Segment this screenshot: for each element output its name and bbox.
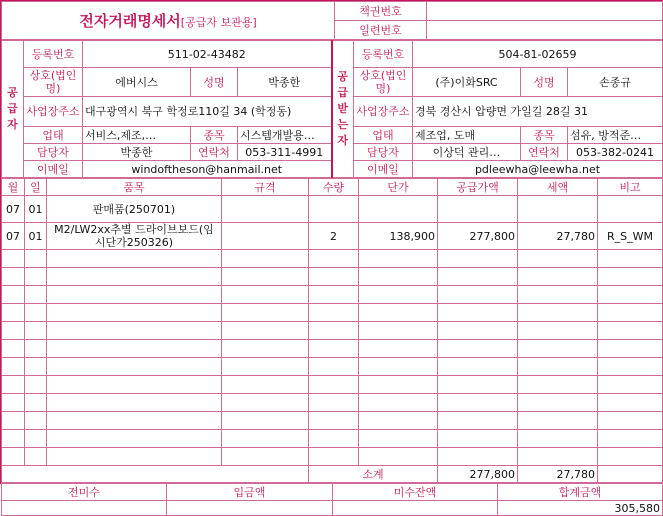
table-cell xyxy=(438,250,518,268)
receiver-biz-type-label: 업태 xyxy=(354,127,413,144)
table-cell xyxy=(598,430,663,448)
receiver-address-label: 사업장주소 xyxy=(354,97,413,127)
table-cell xyxy=(309,304,359,322)
table-cell xyxy=(518,304,598,322)
receiver-name-label: 성명 xyxy=(521,68,568,97)
items-header-cell: 세액 xyxy=(518,179,598,196)
table-cell xyxy=(359,448,438,466)
unpaid-label: 미수잔액 xyxy=(333,484,498,501)
table-cell xyxy=(2,304,25,322)
table-cell xyxy=(25,250,47,268)
table-cell xyxy=(25,430,47,448)
supplier-phone-label: 연락처 xyxy=(191,144,238,161)
table-cell xyxy=(2,250,25,268)
total-value: 305,580 xyxy=(498,501,663,516)
table-cell xyxy=(518,322,598,340)
items-header-cell: 비고 xyxy=(598,179,663,196)
table-cell xyxy=(222,412,309,430)
subtotal-note xyxy=(598,466,663,483)
table-cell xyxy=(518,340,598,358)
book-no-label: 책권번호 xyxy=(335,2,427,21)
prev-balance-label: 전미수 xyxy=(2,484,167,501)
table-cell xyxy=(598,250,663,268)
table-cell xyxy=(47,412,222,430)
supplier-address-label: 사업장주소 xyxy=(24,97,83,127)
table-cell xyxy=(359,412,438,430)
receiver-biz-item: 섬유, 방적준… xyxy=(568,127,663,144)
table-cell xyxy=(25,322,47,340)
table-cell: 07 xyxy=(2,196,25,223)
table-cell xyxy=(598,340,663,358)
table-cell xyxy=(359,376,438,394)
supplier-company-label: 상호(법인명) xyxy=(24,68,83,97)
receiver-company-label: 상호(법인명) xyxy=(354,68,413,97)
table-cell xyxy=(222,268,309,286)
subtotal-tax: 27,780 xyxy=(518,466,598,483)
table-cell xyxy=(25,358,47,376)
empty-row xyxy=(2,448,663,466)
subtotal-label: 소계 xyxy=(309,466,438,483)
table-cell: 판매품(250701) xyxy=(47,196,222,223)
table-cell xyxy=(47,394,222,412)
items-header-row xyxy=(2,179,663,196)
prev-balance-value xyxy=(2,501,167,516)
supplier-name-label: 성명 xyxy=(191,68,238,97)
table-cell xyxy=(47,358,222,376)
table-cell xyxy=(222,286,309,304)
receiver-manager-label: 담당자 xyxy=(354,144,413,161)
supplier-manager: 박종한 xyxy=(83,144,191,161)
subtotal-spacer xyxy=(2,466,309,483)
items-header-cell: 품목 xyxy=(47,179,222,196)
table-cell xyxy=(438,304,518,322)
items-header-cell: 규격 xyxy=(222,179,309,196)
title-subtitle: [공급자 보관용] xyxy=(180,16,257,29)
receiver-address: 경북 경산시 압량면 가일길 28길 31 xyxy=(413,97,663,127)
total-label: 합계금액 xyxy=(498,484,663,501)
table-row xyxy=(2,223,663,250)
table-cell xyxy=(598,376,663,394)
table-cell xyxy=(222,196,309,223)
supplier-company: 에버시스 xyxy=(83,68,191,97)
supplier-manager-label: 담당자 xyxy=(24,144,83,161)
supplier-address: 대구광역시 북구 학정로110길 34 (학정동) xyxy=(83,97,332,127)
document-title xyxy=(2,2,335,40)
table-cell xyxy=(598,394,663,412)
supplier-reg-no-label: 등록번호 xyxy=(24,41,83,68)
table-cell xyxy=(359,286,438,304)
receiver-biz-item-label: 종목 xyxy=(521,127,568,144)
table-cell xyxy=(222,340,309,358)
table-cell xyxy=(598,358,663,376)
table-cell xyxy=(309,394,359,412)
table-cell xyxy=(2,286,25,304)
table-cell xyxy=(25,448,47,466)
table-cell xyxy=(518,286,598,304)
table-cell xyxy=(25,394,47,412)
empty-row xyxy=(2,376,663,394)
table-cell xyxy=(518,448,598,466)
table-cell xyxy=(438,430,518,448)
subtotal-supply: 277,800 xyxy=(438,466,518,483)
table-cell xyxy=(438,196,518,223)
table-cell xyxy=(47,376,222,394)
items-body xyxy=(2,196,663,466)
table-cell xyxy=(438,358,518,376)
table-cell: M2/LW2xx추별 드라이브보드(임시단가250326) xyxy=(47,223,222,250)
table-cell xyxy=(222,430,309,448)
table-cell xyxy=(359,304,438,322)
empty-row xyxy=(2,322,663,340)
serial-no-label: 일련번호 xyxy=(335,21,427,40)
receiver-side-label: 공급받는자 xyxy=(332,41,354,178)
table-cell xyxy=(359,250,438,268)
table-cell xyxy=(25,340,47,358)
table-cell xyxy=(309,250,359,268)
table-cell xyxy=(518,250,598,268)
empty-row xyxy=(2,358,663,376)
unpaid-value xyxy=(333,501,498,516)
table-cell xyxy=(25,304,47,322)
empty-row xyxy=(2,340,663,358)
table-cell xyxy=(47,430,222,448)
table-cell xyxy=(309,268,359,286)
receiver-name: 손종규 xyxy=(568,68,663,97)
table-cell xyxy=(518,394,598,412)
table-cell xyxy=(438,448,518,466)
table-cell xyxy=(47,304,222,322)
empty-row xyxy=(2,250,663,268)
supplier-biz-type: 서비스,제조,… xyxy=(83,127,191,144)
table-cell xyxy=(518,412,598,430)
table-cell xyxy=(438,286,518,304)
items-header-cell: 수량 xyxy=(309,179,359,196)
receiver-phone: 053-382-0241 xyxy=(568,144,663,161)
received-label: 입금액 xyxy=(167,484,333,501)
header-table xyxy=(1,1,663,40)
supplier-biz-type-label: 업태 xyxy=(24,127,83,144)
empty-row xyxy=(2,412,663,430)
table-cell: 27,780 xyxy=(518,223,598,250)
table-cell xyxy=(222,448,309,466)
table-cell xyxy=(2,430,25,448)
table-cell xyxy=(598,196,663,223)
table-cell xyxy=(2,394,25,412)
serial-no-value xyxy=(427,21,663,40)
receiver-reg-no: 504-81-02659 xyxy=(413,41,663,68)
table-cell xyxy=(309,448,359,466)
table-cell xyxy=(438,376,518,394)
table-cell: 138,900 xyxy=(359,223,438,250)
table-cell xyxy=(309,340,359,358)
table-cell xyxy=(47,286,222,304)
table-cell xyxy=(598,268,663,286)
supplier-biz-item: 시스템개발용… xyxy=(238,127,332,144)
empty-row xyxy=(2,304,663,322)
title-text: 전자거래명세서 xyxy=(79,12,181,30)
supplier-phone: 053-311-4991 xyxy=(238,144,332,161)
footer-table xyxy=(1,483,663,516)
table-cell xyxy=(598,322,663,340)
supplier-reg-no: 511-02-43482 xyxy=(83,41,332,68)
empty-row xyxy=(2,268,663,286)
table-cell xyxy=(518,430,598,448)
receiver-reg-no-label: 등록번호 xyxy=(354,41,413,68)
table-cell xyxy=(222,376,309,394)
table-cell xyxy=(47,250,222,268)
table-cell xyxy=(438,268,518,286)
receiver-phone-label: 연락처 xyxy=(521,144,568,161)
table-cell xyxy=(2,340,25,358)
table-cell xyxy=(25,412,47,430)
supplier-side-label: 공급자 xyxy=(2,41,24,178)
table-cell xyxy=(309,358,359,376)
table-cell xyxy=(47,340,222,358)
table-cell: 2 xyxy=(309,223,359,250)
table-cell xyxy=(2,412,25,430)
table-cell xyxy=(359,196,438,223)
table-cell xyxy=(47,322,222,340)
table-cell xyxy=(25,376,47,394)
table-cell xyxy=(438,412,518,430)
table-cell xyxy=(222,223,309,250)
table-cell xyxy=(2,358,25,376)
table-cell xyxy=(438,322,518,340)
table-cell xyxy=(309,196,359,223)
table-cell: R_S_WM xyxy=(598,223,663,250)
supplier-email-label: 이메일 xyxy=(24,161,83,178)
table-cell xyxy=(518,196,598,223)
empty-row xyxy=(2,286,663,304)
table-cell xyxy=(2,322,25,340)
table-cell xyxy=(25,286,47,304)
items-table xyxy=(1,178,663,483)
table-cell xyxy=(438,340,518,358)
table-cell xyxy=(47,448,222,466)
table-cell xyxy=(222,394,309,412)
table-cell xyxy=(222,250,309,268)
table-cell xyxy=(598,286,663,304)
table-cell xyxy=(309,376,359,394)
subtotal-row xyxy=(2,466,663,483)
table-cell xyxy=(2,448,25,466)
table-cell xyxy=(222,322,309,340)
table-cell xyxy=(309,286,359,304)
receiver-company: (주)이화SRC xyxy=(413,68,521,97)
table-cell xyxy=(598,448,663,466)
receiver-email-label: 이메일 xyxy=(354,161,413,178)
table-cell xyxy=(309,412,359,430)
table-cell xyxy=(2,268,25,286)
table-cell: 01 xyxy=(25,223,47,250)
items-header-cell: 일 xyxy=(25,179,47,196)
table-cell xyxy=(309,322,359,340)
table-cell xyxy=(359,268,438,286)
table-cell xyxy=(359,430,438,448)
items-header-cell: 단가 xyxy=(359,179,438,196)
table-cell xyxy=(359,394,438,412)
supplier-name: 박종한 xyxy=(238,68,332,97)
table-cell xyxy=(309,430,359,448)
supplier-biz-item-label: 종목 xyxy=(191,127,238,144)
table-cell xyxy=(438,394,518,412)
receiver-manager: 이상덕 관리… xyxy=(413,144,521,161)
table-cell xyxy=(598,412,663,430)
table-cell xyxy=(25,268,47,286)
items-header-cell: 월 xyxy=(2,179,25,196)
receiver-email: pdleewha@leewha.net xyxy=(413,161,663,178)
empty-row xyxy=(2,394,663,412)
table-cell xyxy=(518,268,598,286)
parties-table xyxy=(1,40,663,178)
table-cell xyxy=(359,358,438,376)
table-cell xyxy=(598,304,663,322)
empty-row xyxy=(2,430,663,448)
items-header-cell: 공급가액 xyxy=(438,179,518,196)
table-cell xyxy=(518,376,598,394)
table-cell xyxy=(359,322,438,340)
received-value xyxy=(167,501,333,516)
table-cell: 277,800 xyxy=(438,223,518,250)
table-cell xyxy=(518,358,598,376)
table-cell: 01 xyxy=(25,196,47,223)
table-row xyxy=(2,196,663,223)
table-cell xyxy=(47,268,222,286)
table-cell xyxy=(222,304,309,322)
book-no-value xyxy=(427,2,663,21)
table-cell xyxy=(222,358,309,376)
receiver-biz-type: 제조업, 도매 xyxy=(413,127,521,144)
supplier-email: windoftheson@hanmail.net xyxy=(83,161,332,178)
table-cell: 07 xyxy=(2,223,25,250)
table-cell xyxy=(359,340,438,358)
table-cell xyxy=(2,376,25,394)
